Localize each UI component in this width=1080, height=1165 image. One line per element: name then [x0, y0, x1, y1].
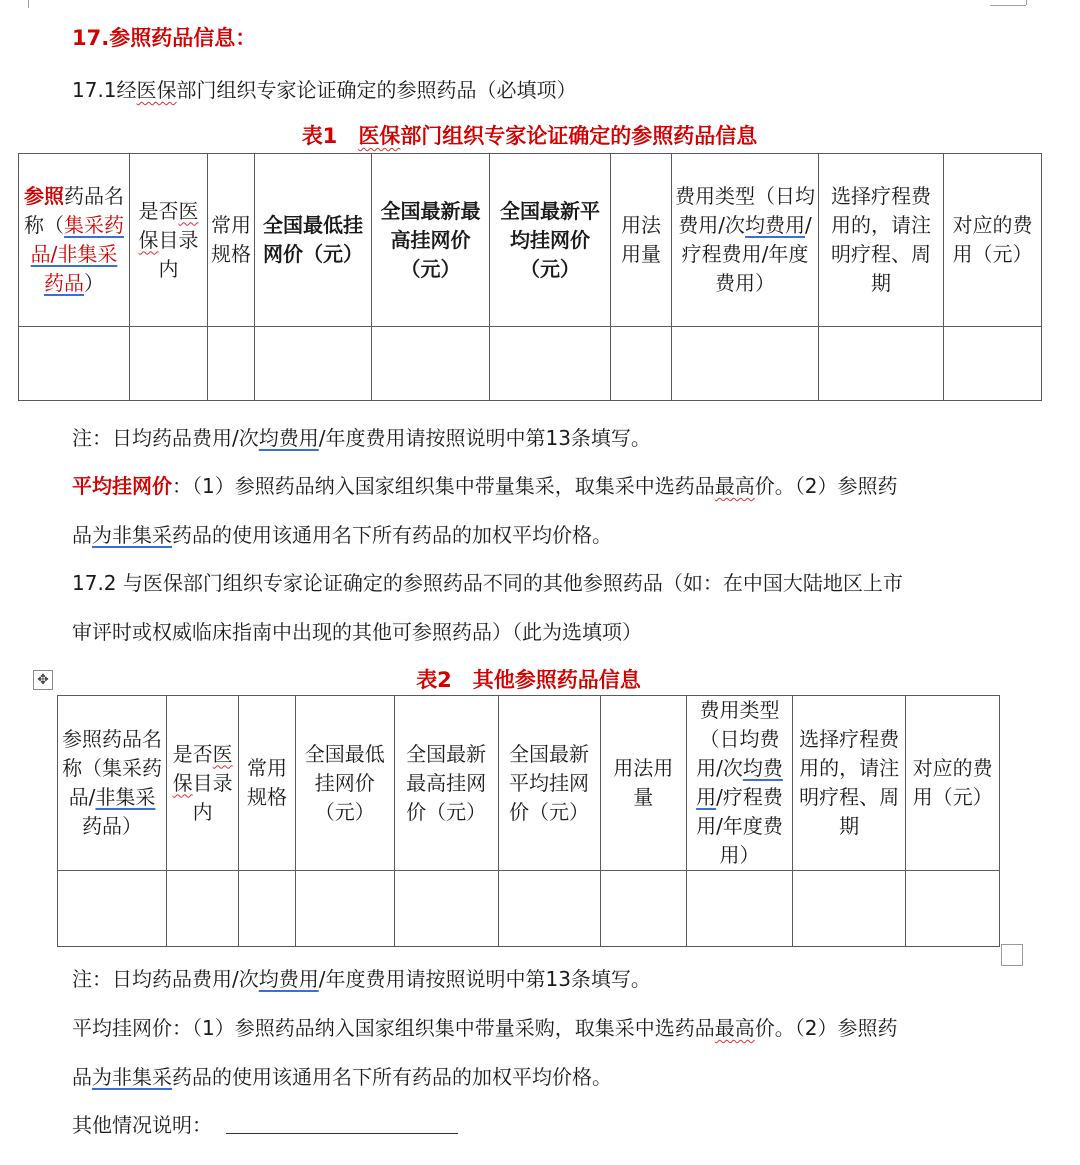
- page-corner-mark-left: [28, 0, 29, 8]
- table2-header-insurance: 是否医保目录内: [167, 696, 239, 871]
- table2-row: [58, 871, 1000, 947]
- table1-cell[interactable]: [130, 327, 208, 401]
- subsection-17-1: 17.1经医保部门组织专家论证确定的参照药品（必填项）: [72, 78, 577, 102]
- table2-header-cost: 对应的费用（元）: [906, 696, 1000, 871]
- table2-header-average-price: 全国最新平均挂网价（元）: [498, 696, 600, 871]
- table2-header-course: 选择疗程费用的，请注明疗程、周期: [793, 696, 906, 871]
- resize-handle-icon[interactable]: [1001, 944, 1023, 966]
- table2-cell[interactable]: [600, 871, 686, 947]
- table2-cell[interactable]: [686, 871, 792, 947]
- other-info-blank-line[interactable]: [226, 1133, 458, 1134]
- table1-header-lowest-price: 全国最低挂网价（元）: [255, 154, 372, 327]
- table2-header-highest-price: 全国最新最高挂网价（元）: [394, 696, 498, 871]
- table1-cell[interactable]: [819, 327, 944, 401]
- table1-note: 注：日均药品费用/次均费用/年度费用请按照说明中第13条填写。: [72, 426, 651, 450]
- table2-header-cost-type: 费用类型（日均费用/次均费用/疗程费用/年度费用）: [686, 696, 792, 871]
- table1-cell[interactable]: [208, 327, 255, 401]
- section-title: 17.参照药品信息：: [72, 26, 257, 50]
- table2-header-lowest-price: 全国最低挂网价（元）: [295, 696, 394, 871]
- table2-note: 注：日均药品费用/次均费用/年度费用请按照说明中第13条填写。: [72, 967, 651, 991]
- table1-cell[interactable]: [490, 327, 611, 401]
- table2-cell[interactable]: [167, 871, 239, 947]
- table2-caption: 表2 其他参照药品信息: [416, 668, 641, 692]
- table1-cell[interactable]: [611, 327, 672, 401]
- subsection-17-2: 17.2 与医保部门组织专家论证确定的参照药品不同的其他参照药品（如：在中国大陆地区上市: [72, 571, 903, 595]
- table1-header-insurance: 是否医保目录内: [130, 154, 208, 327]
- table2-cell[interactable]: [906, 871, 1000, 947]
- table1-caption: 表1 医保部门组织专家论证确定的参照药品信息: [301, 124, 758, 148]
- avg-price-note-2: 平均挂网价：（1）参照药品纳入国家组织集中带量采购，取集采中选药品最高价。（2）参照药: [72, 1016, 898, 1040]
- table2-cell[interactable]: [239, 871, 296, 947]
- table1-header-course: 选择疗程费用的，请注明疗程、周期: [819, 154, 944, 327]
- table1-cell[interactable]: [372, 327, 490, 401]
- avg-price-note-1-line2: 品为非集采药品的使用该通用名下所有药品的加权平均价格。: [72, 523, 612, 547]
- table2-header-spec: 常用规格: [239, 696, 296, 871]
- move-icon[interactable]: ✥: [33, 670, 53, 690]
- avg-price-note-2-line2: 品为非集采药品的使用该通用名下所有药品的加权平均价格。: [72, 1065, 612, 1089]
- table1: [18, 153, 1042, 401]
- table2-header-drug-name: 参照药品名称（集采药品/非集采药品）: [58, 696, 167, 871]
- table2-cell[interactable]: [394, 871, 498, 947]
- avg-price-note-1: 平均挂网价：（1）参照药品纳入国家组织集中带量集采，取集采中选药品最高价。（2）参照药: [72, 474, 898, 498]
- table1-header-average-price: 全国最新平均挂网价（元）: [490, 154, 611, 327]
- table1-header-dosage: 用法用量: [611, 154, 672, 327]
- table1-header-spec: 常用规格: [208, 154, 255, 327]
- table1-header-cost-type: 费用类型（日均费用/次均费用/疗程费用/年度费用）: [672, 154, 819, 327]
- table1-header-highest-price: 全国最新最高挂网价（元）: [372, 154, 490, 327]
- table2-header-row: [58, 696, 1000, 871]
- table2: [57, 695, 1000, 947]
- table2-header-dosage: 用法用量: [600, 696, 686, 871]
- table1-header-row: [19, 154, 1042, 327]
- table1-cell[interactable]: [255, 327, 372, 401]
- other-info-label: 其他情况说明：: [72, 1113, 212, 1137]
- table2-cell[interactable]: [295, 871, 394, 947]
- table2-cell[interactable]: [498, 871, 600, 947]
- table1-row: [19, 327, 1042, 401]
- table1-cell[interactable]: [944, 327, 1042, 401]
- table2-cell[interactable]: [58, 871, 167, 947]
- table2-cell[interactable]: [793, 871, 906, 947]
- table1-cell[interactable]: [672, 327, 819, 401]
- page-corner-mark-right-v: [1026, 0, 1027, 5]
- table1-header-cost: 对应的费用（元）: [944, 154, 1042, 327]
- page-corner-mark-right: [990, 5, 1026, 6]
- subsection-17-2-line2: 审评时或权威临床指南中出现的其他可参照药品）（此为选填项）: [72, 620, 642, 644]
- table1-header-drug-name: 参照药品名称（集采药品/非集采药品）: [19, 154, 130, 327]
- table1-cell[interactable]: [19, 327, 130, 401]
